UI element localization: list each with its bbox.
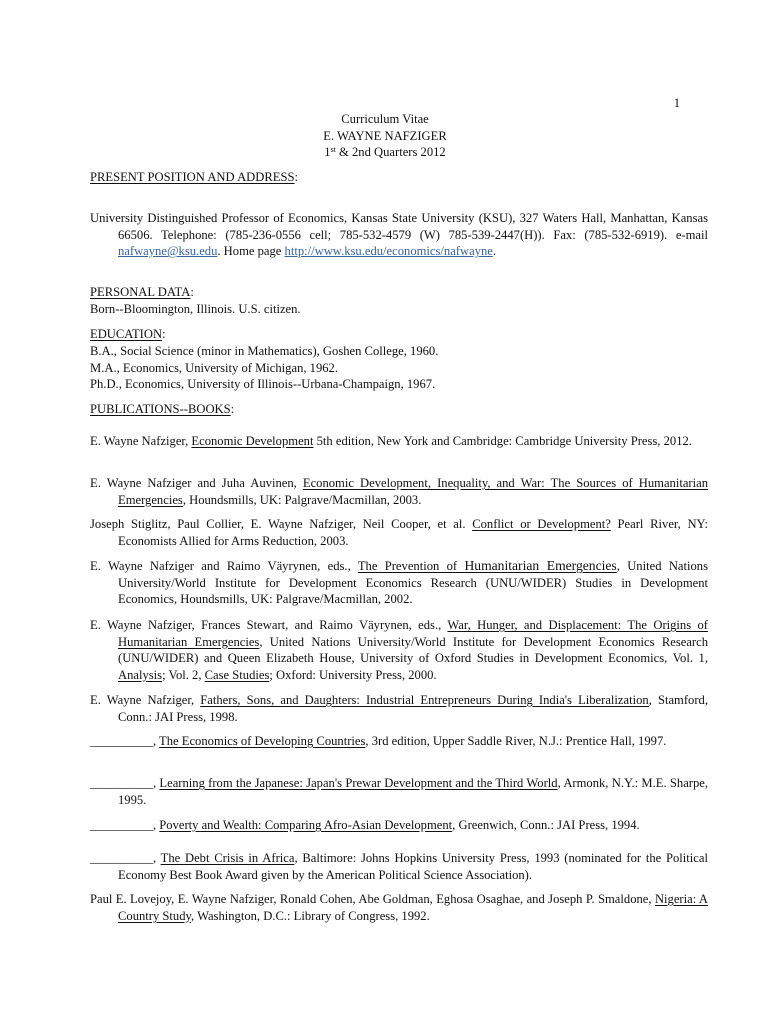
publication-authors: E. Wayne Nafziger, [90, 434, 192, 448]
publication-details: , United Nations University/World Institute for Development Economics Research (UNU/WIDER) and Queen Elizabeth House, University of Oxford Studies in Development Economics, Vol. 1, [118, 634, 708, 666]
publication-details: , 3rd edition, Upper Saddle River, N.J.: Prentice Hall, 1997. [365, 734, 667, 748]
quarters-line [90, 144, 680, 161]
publication-authors: E. Wayne Nafziger, Frances Stewart, and Raimo Väyrynen, eds., [90, 618, 448, 632]
author-name: E. WAYNE NAFZIGER [323, 128, 447, 143]
publication-details: 5th edition, New York and Cambridge: Cambridge University Press, 2012. [313, 434, 692, 448]
publication-entry [90, 850, 708, 883]
publication-entry [90, 733, 708, 750]
education-item: B.A., Social Science (minor in Mathematics), Goshen College, 1960. [90, 344, 439, 358]
publication-title: Fathers, Sons, and Daughters: Industrial Entrepreneurs During India's Liberalization [200, 693, 649, 707]
publication-title: Humanitarian Emergencies [464, 558, 617, 573]
education-heading [90, 326, 680, 343]
quarters-prefix: 1 [324, 145, 331, 160]
publication-details: , Greenwich, Conn.: JAI Press, 1994. [452, 818, 640, 832]
education-heading-text: EDUCATION [90, 327, 163, 341]
publication-entry [90, 617, 708, 683]
publications-heading-text: PUBLICATIONS--BOOKS [90, 402, 231, 416]
publication-authors: __________, [90, 818, 160, 832]
publication-title: Poverty and Wealth: Comparing Afro-Asian Development [159, 818, 453, 832]
publication-entry [90, 891, 708, 924]
publication-title: Learning from the Japanese: Japan's Prewar Development and the Third World [159, 776, 558, 790]
publication-details: Pearl River, NY: Economists Allied for Arms Reduction, 2003. [118, 517, 708, 548]
publication-details: , Baltimore: Johns Hopkins University Press, 1993 (nominated for the Political Economy Best Book Award given by the American Political Science Association). [118, 851, 708, 882]
page-number: 1 [673, 96, 680, 110]
personal-data-heading [90, 284, 680, 301]
address-text-mid: . Home page [217, 244, 285, 259]
personal-data-heading-text: PERSONAL DATA [90, 285, 191, 299]
personal-data-text: Born--Bloomington, Illinois. U.S. citizen. [90, 302, 301, 316]
quarters-superscript: st [330, 145, 336, 155]
homepage-link[interactable]: http://www.ksu.edu/economics/nafwayne [284, 244, 493, 259]
publication-details: , Armonk, N.Y.: M.E. Sharpe, 1995. [118, 776, 709, 807]
heading-colon: : [162, 327, 166, 341]
quarters-rest: & 2nd Quarters 2012 [335, 145, 446, 160]
publication-authors: __________, [90, 851, 161, 865]
publication-authors: Joseph Stiglitz, Paul Collier, E. Wayne Nafziger, Neil Cooper, et al. [90, 517, 473, 531]
publication-entry [90, 775, 708, 808]
present-position-heading [90, 169, 680, 186]
publications-heading [90, 401, 680, 418]
publication-title: War, Hunger, and Displacement: The Origins of Humanitarian Emergencies [118, 618, 709, 649]
publication-entry [90, 516, 708, 549]
publication-entry [90, 475, 708, 508]
document-title: Curriculum Vitae [341, 112, 429, 126]
publication-title: The Debt Crisis in Africa [160, 851, 295, 865]
publication-title: Nigeria: A Country Study [118, 892, 708, 923]
address-text-end: . [492, 244, 497, 259]
education-item: Ph.D., Economics, University of Illinois--Urbana-Champaign, 1967. [90, 377, 436, 392]
publication-authors: E. Wayne Nafziger and Raimo Väyrynen, eds., [90, 559, 358, 573]
publication-title: Economic Development, Inequality, and War: The Sources of Humanitarian Emergencies [118, 476, 709, 507]
publication-details: , Stamford, Conn.: JAI Press, 1998. [118, 693, 708, 724]
present-position-address [90, 210, 708, 260]
cv-header [90, 111, 680, 161]
heading-colon: : [190, 285, 194, 299]
publication-entry [90, 558, 708, 608]
publication-details: , Washington, D.C.: Library of Congress, 1992. [191, 908, 430, 923]
publication-title: The Economics of Developing Countries [159, 734, 366, 748]
heading-colon: : [230, 402, 235, 416]
heading-colon: : [294, 170, 298, 184]
publication-authors: E. Wayne Nafziger and Juha Auvinen, [90, 476, 303, 490]
publication-title: The Prevention of [357, 559, 465, 573]
publication-authors: __________, [90, 776, 160, 790]
publication-title: Conflict or Development? [472, 517, 611, 531]
education-list [90, 343, 680, 393]
publication-entry [90, 433, 708, 450]
publication-authors: Paul E. Lovejoy, E. Wayne Nafziger, Ronald Cohen, Abe Goldman, Eghosa Osaghae, and Joseph P. Smaldone, [90, 892, 655, 906]
publication-details: ; Vol. 2, [162, 667, 205, 682]
publication-entry [90, 692, 708, 725]
publication-volume-title: Analysis [118, 667, 163, 682]
address-text: University Distinguished Professor of Economics, Kansas State University (KSU), 327 Waters Hall, Manhattan, Kansas 66506. Telephone: (785-236-0556 cell; 785-532-4579 (W) 785-539-2447(H)). Fax: (785-532-6919). e-mail [90, 211, 708, 242]
publication-details: ; Oxford: University Press, 2000. [269, 667, 437, 682]
publication-authors: E. Wayne Nafziger, [90, 693, 201, 707]
publication-authors: __________, [90, 734, 160, 748]
publication-volume-title: Case Studies [204, 667, 270, 682]
publication-details: , Houndsmills, UK: Palgrave/Macmillan, 2003. [182, 492, 422, 507]
present-position-heading-text: PRESENT POSITION AND ADDRESS [90, 170, 295, 184]
education-item: M.A., Economics, University of Michigan, 1962. [90, 360, 338, 375]
publication-details: , United Nations University/World Institute for Development Economics Research (UNU/WIDER) Studies in Development Economics, Houndsmills, UK: Palgrave/Macmillan, 2002. [118, 559, 708, 607]
publication-title: Economic Development [191, 434, 314, 448]
publication-entry [90, 817, 708, 834]
email-link[interactable]: nafwayne@ksu.edu [118, 244, 218, 259]
